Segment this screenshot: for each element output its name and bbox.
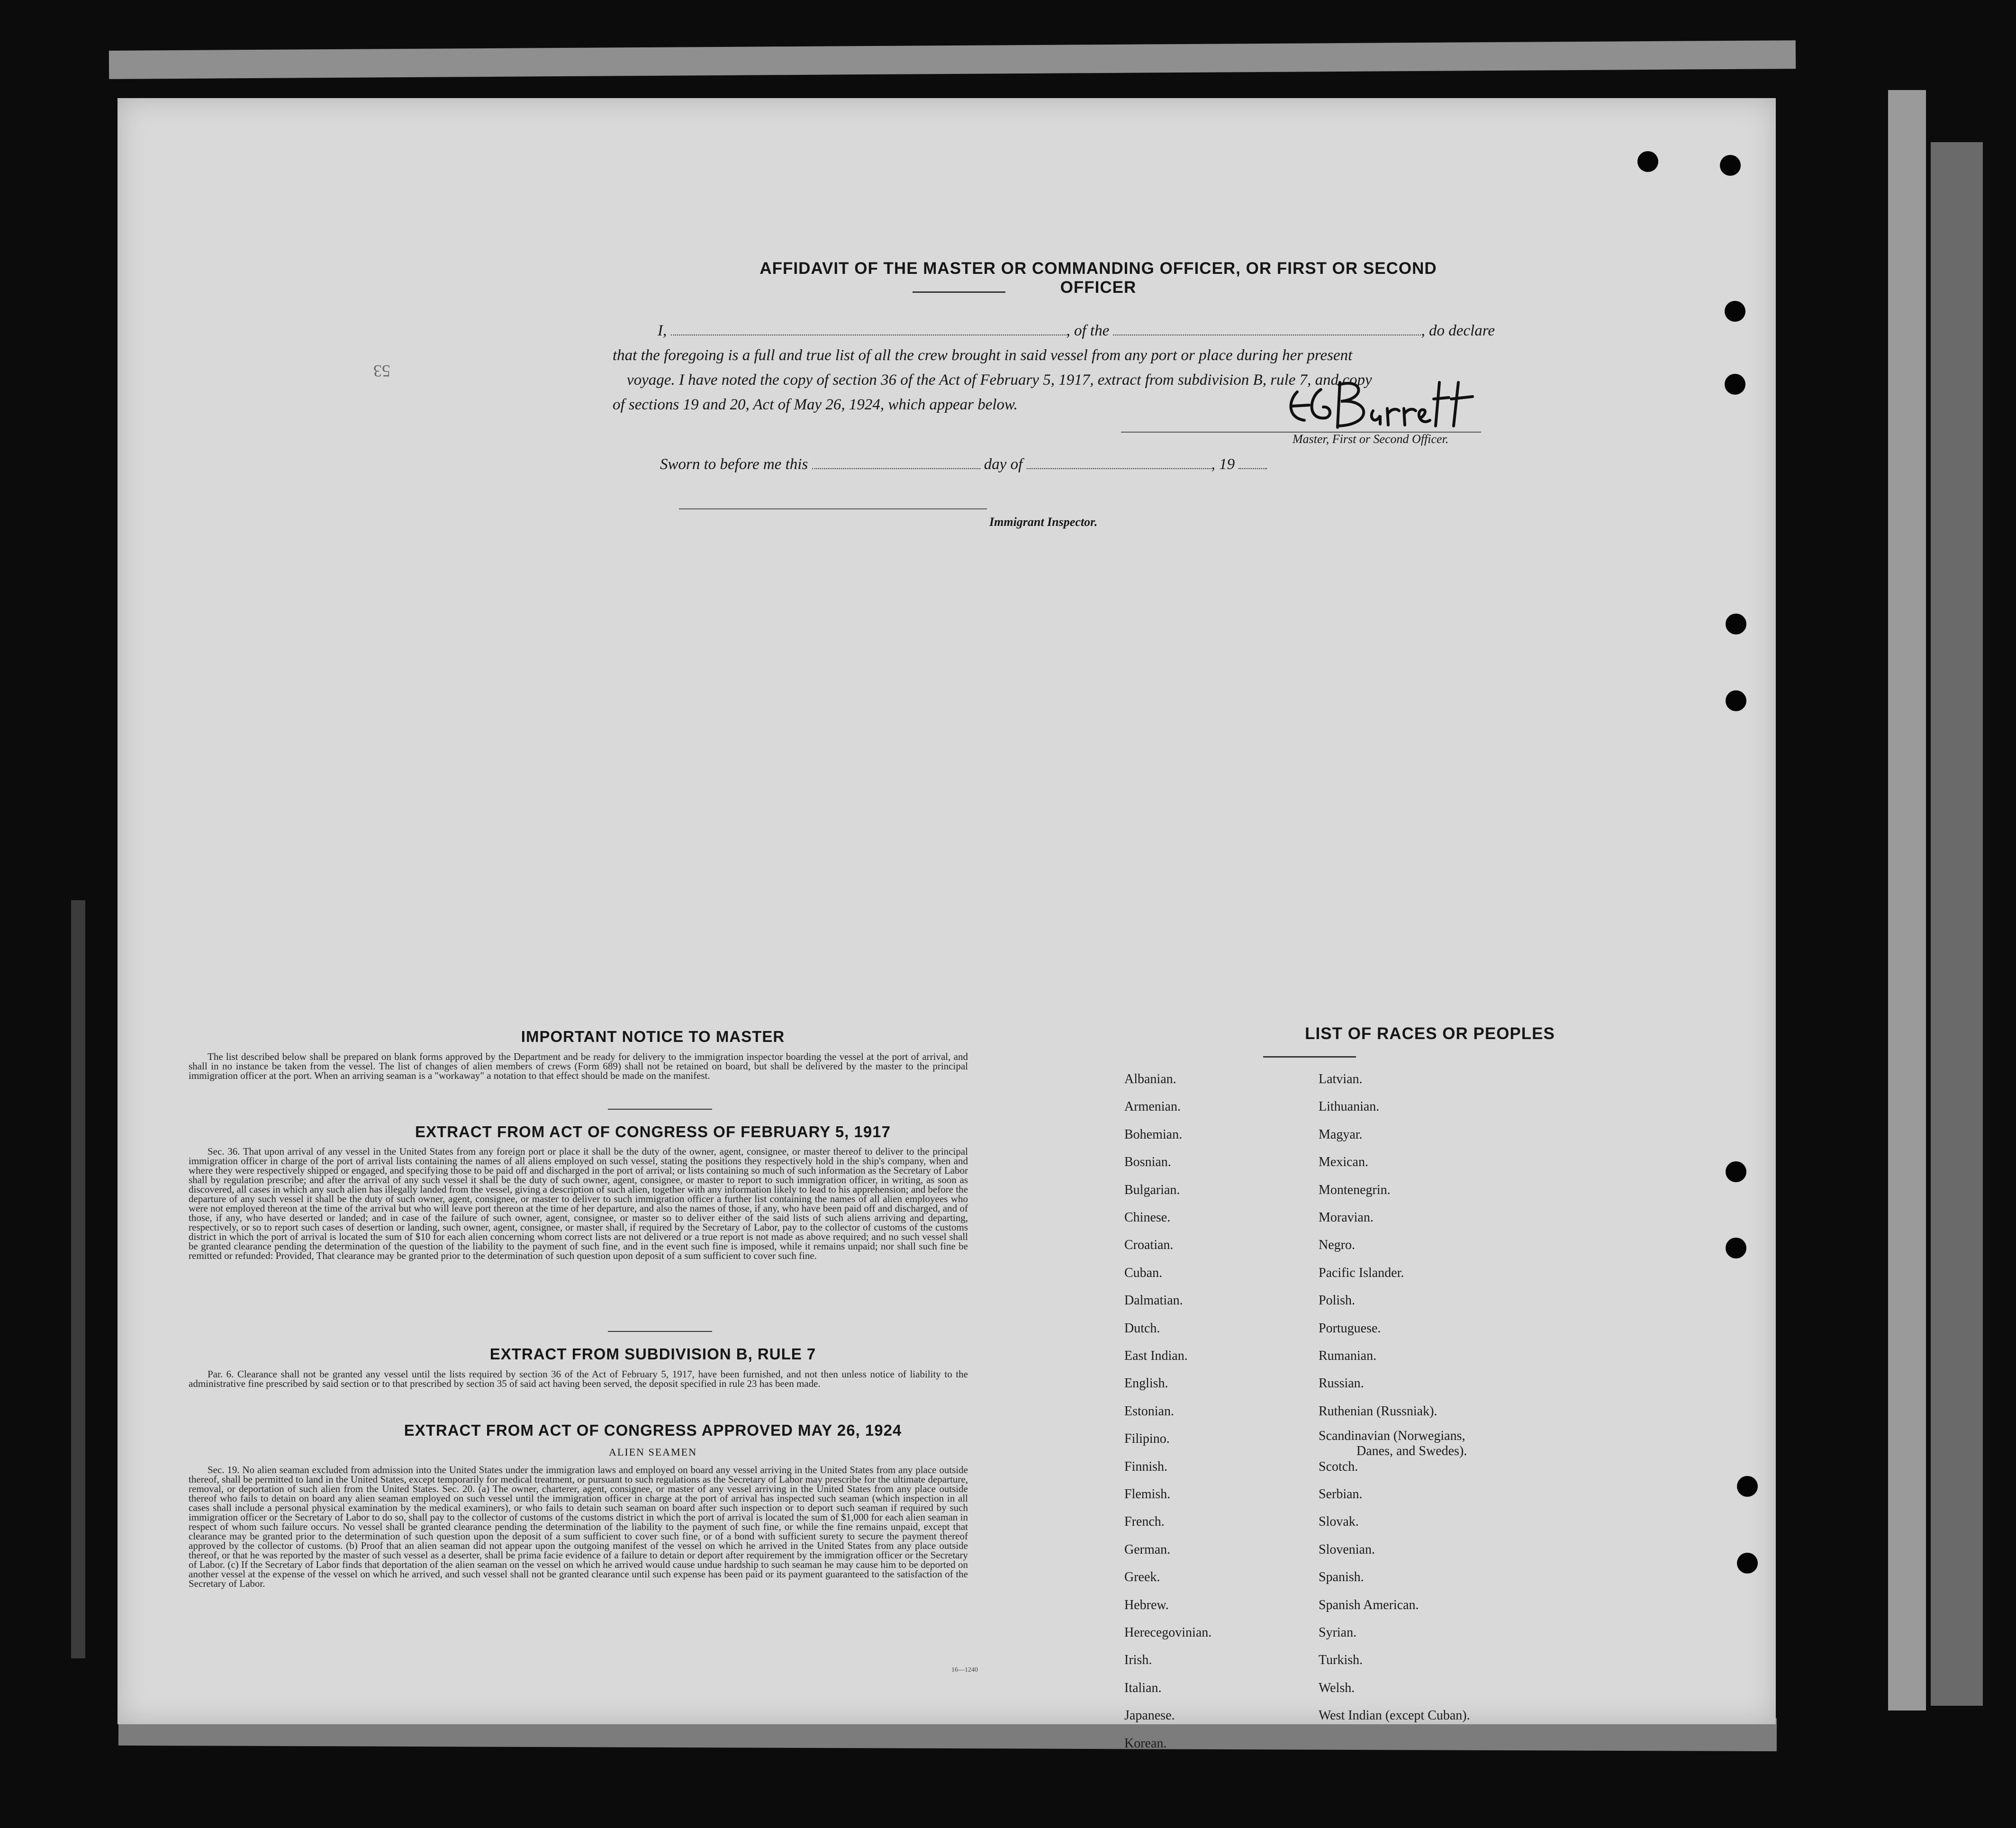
race-item: Slovak. — [1319, 1514, 1359, 1529]
race-item: Pacific Islander. — [1319, 1266, 1404, 1280]
extract-1924-title: EXTRACT FROM ACT OF CONGRESS APPROVED MAY 26, 1924 — [404, 1421, 902, 1439]
vessel-name-blank[interactable] — [1113, 332, 1421, 335]
sworn-statement — [660, 456, 1267, 473]
sworn-year-blank[interactable] — [1239, 465, 1267, 469]
race-item: English. — [1124, 1376, 1168, 1391]
affidavit-line-4: of sections 19 and 20, Act of May 26, 1924, which appear below. — [613, 396, 1018, 413]
day-of-label: day of — [984, 456, 1023, 473]
extract-1924-text: Sec. 19. No alien seaman excluded from admission into the United States under the immigration laws and employed on board any vessel arriving in the United States from any place outside thereof, shall be permitted to land in the United States, except temporarily for medical treatment, or pursuant to such regulations as the Secretary of Labor may prescribe for the ultimate departure, removal, or deportation of such alien from the United States. Sec. 20. (a) The owner, charterer, agent, consignee, or master of any vessel arriving in the United States from any place outside thereof who fails to detain on board any alien seaman employed on such vessel until the immigration officer in charge at the port of arrival has inspected such seaman (which inspection in all cases shall include a personal physical examination by the medical examiners), or who fails to detain such seaman on board after such inspection or to deport such seaman if required by such immigration officer or the Secretary of Labor to do so, shall pay to the collector of customs of the customs district in which the port of arrival is located the sum of $1,000 for each alien seaman in respect of whom such failure occurs. No vessel shall be granted clearance pending the determination of the liability to the payment of such fine, or while the fine remains unpaid, except that clearance may be granted prior to the determination of such question upon the deposit of a sum sufficient to cover such fine, or of a bond with sufficient surety to secure the payment thereof approved by the collector of customs. (b) Proof that an alien seaman did not appear upon the outgoing manifest of the vessel on which he arrived in the United States from any place outside thereof, or that he was reported by the master of such vessel as a deserter, shall be prima facie evidence of a failure to detain or deport after requirement by the immigration officer or the Secretary of Labor. (c) If the Secretary of Labor finds that deportation of the alien seaman on the vessel on which he arrived would cause undue hardship to such seaman he may cause him to be deported on another vessel at the expense of the vessel on which he arrived, and such vessel shall not be granted clearance until such expense has been paid or its payment guaranteed to the satisfaction of the Secretary of Labor. — [189, 1464, 968, 1589]
affidavit-line-3: voyage. I have noted the copy of section 36 of the Act of February 5, 1917, extract from subdivision B, rule 7, and copy — [627, 371, 1372, 389]
race-item: West Indian (except Cuban). — [1319, 1708, 1470, 1723]
race-item: Magyar. — [1319, 1127, 1363, 1142]
punch-hole — [1726, 614, 1746, 634]
punch-hole — [1726, 690, 1746, 711]
background-sheet-edge — [71, 900, 85, 1658]
race-item: Welsh. — [1319, 1681, 1355, 1695]
notice-title: IMPORTANT NOTICE TO MASTER — [521, 1028, 785, 1045]
extract-1917-text: Sec. 36. That upon arrival of any vessel in the United States from any foreign port or place it shall be the duty of the owner, agent, consignee, or master thereof to deliver to the principal immigration officer in charge of the port of arrival lists containing the names of all aliens employed on such vessel, stating the positions they respectively hold in the ship's company, when and where they were respectively shipped or engaged, and specifying those to be paid off and discharged in the port of arrival; or lists containing so much of such information as the Secretary of Labor shall by regulation prescribe; and after the arrival of any such vessel it shall be the duty of such owner, agent, consignee, or master to report to such immigration officer, in writing, as soon as discovered, all cases in which any such alien has illegally landed from the vessel, giving a description of such alien, together with any information likely to lead to his apprehension; and before the departure of any such vessel it shall be the duty of such owner, agent, consignee, or master to deliver to such immigration officer a further list containing the names of all alien employees who were not employed thereon at the time of the arrival but who will leave port thereon at the time of her departure, and also the names of those, if any, who have been paid off and discharged, and of those, if any, who have deserted or landed; and in case of the failure of such owner, agent, consignee, or master so to deliver either of the said lists of such aliens arriving and departing, respectively, or so to report such cases of desertion or landing, such owner, agent, consignee, or master shall, if required by the Secretary of Labor, pay to the collector of customs of the customs district in which the port of arrival is located the sum of $10 for each alien concerning whom correct lists are not delivered or a true report is not made as above required; and no such vessel shall be granted clearance pending the determination of the question of the liability to the payment of such fine, and in the event such fine is imposed, while it remains unpaid; nor shall such fine be remitted or refunded: Provided, That clearance may be granted prior to the determination of such question upon deposit of a sum sufficient to cover such fine. — [189, 1146, 968, 1261]
vessel-label: , of the — [1066, 322, 1110, 339]
race-item: Serbian. — [1319, 1487, 1363, 1502]
race-item: Irish. — [1124, 1653, 1152, 1667]
race-item: German. — [1124, 1542, 1171, 1557]
race-item: Japanese. — [1124, 1708, 1175, 1723]
punch-hole — [1720, 155, 1741, 176]
race-item: French. — [1124, 1514, 1165, 1529]
extract-rule7-text: Par. 6. Clearance shall not be granted any vessel until the lists required by section 36 of the Act of February 5, 1917, have been furnished, and not then unless notice of liability to the administrative fine prescribed by said section or to that prescribed by section 35 of said act having been served, the deposit specified in rule 23 has been made. — [189, 1368, 968, 1389]
extract-1917-title: EXTRACT FROM ACT OF CONGRESS OF FEBRUARY 5, 1917 — [415, 1123, 891, 1140]
race-item: Flemish. — [1124, 1487, 1171, 1502]
race-item: Chinese. — [1124, 1210, 1171, 1225]
year-label: , 19 — [1211, 456, 1235, 473]
race-item: Portuguese. — [1319, 1321, 1381, 1336]
section-divider — [608, 1331, 712, 1332]
race-item: Finnish. — [1124, 1459, 1168, 1474]
background-sheet-edge — [1888, 90, 1926, 1710]
race-item: Greek. — [1124, 1570, 1160, 1584]
affidavit-title: AFFIDAVIT OF THE MASTER OR COMMANDING OFFICER, OR FIRST OR SECOND OFFICER — [759, 259, 1437, 297]
alien-seamen-subtitle: ALIEN SEAMEN — [609, 1446, 697, 1458]
race-item: Ruthenian (Russniak). — [1319, 1404, 1437, 1419]
sworn-month-blank[interactable] — [1027, 465, 1211, 469]
race-item: Spanish American. — [1319, 1598, 1419, 1612]
race-item: Italian. — [1124, 1681, 1162, 1695]
race-item: Lithuanian. — [1319, 1099, 1380, 1114]
race-item: Danes, and Swedes). — [1356, 1444, 1467, 1458]
race-item: Herecegovinian. — [1124, 1625, 1212, 1640]
race-item: Albanian. — [1124, 1072, 1176, 1086]
punch-hole — [1737, 1476, 1758, 1497]
race-item: Filipino. — [1124, 1431, 1170, 1446]
race-item: Estonian. — [1124, 1404, 1174, 1419]
declarant-label: I, — [658, 322, 667, 339]
race-item: Armenian. — [1124, 1099, 1181, 1114]
race-item: Cuban. — [1124, 1266, 1163, 1280]
sworn-label: Sworn to before me this — [660, 456, 808, 473]
race-item: Bulgarian. — [1124, 1183, 1180, 1197]
race-item: East Indian. — [1124, 1348, 1188, 1363]
race-item: Moravian. — [1319, 1210, 1374, 1225]
race-item: Bohemian. — [1124, 1127, 1183, 1142]
race-item: Scotch. — [1319, 1459, 1358, 1474]
form-page — [118, 98, 1776, 1751]
punch-hole — [1726, 1161, 1746, 1182]
officer-caption: Master, First or Second Officer. — [1293, 432, 1449, 446]
race-item: Hebrew. — [1124, 1598, 1169, 1612]
inspector-caption: Immigrant Inspector. — [989, 515, 1098, 529]
race-item: Croatian. — [1124, 1238, 1174, 1252]
race-item: Latvian. — [1319, 1072, 1363, 1086]
declare-label: , do declare — [1421, 322, 1495, 339]
sworn-day-blank[interactable] — [812, 465, 980, 469]
punch-hole — [1725, 374, 1745, 395]
race-item: Rumanian. — [1319, 1348, 1377, 1363]
extract-rule7-title: EXTRACT FROM SUBDIVISION B, RULE 7 — [489, 1345, 816, 1363]
declarant-name-blank[interactable] — [671, 332, 1067, 335]
race-item: Bosnian. — [1124, 1155, 1171, 1169]
punch-hole — [1737, 1553, 1758, 1574]
race-item: Dalmatian. — [1124, 1293, 1183, 1308]
race-item: Slovenian. — [1319, 1542, 1375, 1557]
title-underline — [1263, 1056, 1356, 1058]
race-item: Mexican. — [1319, 1155, 1368, 1169]
punch-hole — [1637, 151, 1658, 172]
section-divider — [608, 1109, 712, 1110]
form-number: 16—1240 — [951, 1666, 978, 1674]
background-sheet-edge — [109, 40, 1796, 79]
affidavit-line-2: that the foregoing is a full and true list of all the crew brought in said vessel from any port or place during her present — [613, 347, 1353, 364]
punch-hole — [1725, 301, 1745, 322]
inspector-signature-line — [679, 508, 987, 509]
race-item: Dutch. — [1124, 1321, 1160, 1336]
race-item: Spanish. — [1319, 1570, 1364, 1584]
title-underline — [913, 291, 1005, 293]
race-item: Syrian. — [1319, 1625, 1357, 1640]
notice-text: The list described below shall be prepared on blank forms approved by the Department and be ready for delivery to the immigration inspector boarding the vessel at the port of arrival, and shall in no instance be taken from the vessel. The list of changes of alien members of crews (Form 689) shall not be retained on board, but shall be delivered by the master to the principal immigration officer at the port. When an arriving seaman is a "workaway" a notation to that effect should be made on the manifest. — [189, 1051, 968, 1081]
background-sheet-edge — [1931, 142, 1983, 1706]
race-item: Russian. — [1319, 1376, 1364, 1391]
races-title: LIST OF RACES OR PEOPLES — [1305, 1024, 1555, 1043]
race-item: Montenegrin. — [1319, 1183, 1391, 1197]
race-item: Turkish. — [1319, 1653, 1363, 1667]
race-item: Scandinavian (Norwegians, — [1319, 1429, 1465, 1443]
punch-hole — [1726, 1238, 1746, 1258]
stamped-page-number: 53 — [373, 362, 390, 380]
race-item: Korean. — [1124, 1736, 1167, 1751]
race-item: Polish. — [1319, 1293, 1356, 1308]
affidavit-line-1 — [613, 318, 1541, 343]
race-item: Negro. — [1319, 1238, 1355, 1252]
